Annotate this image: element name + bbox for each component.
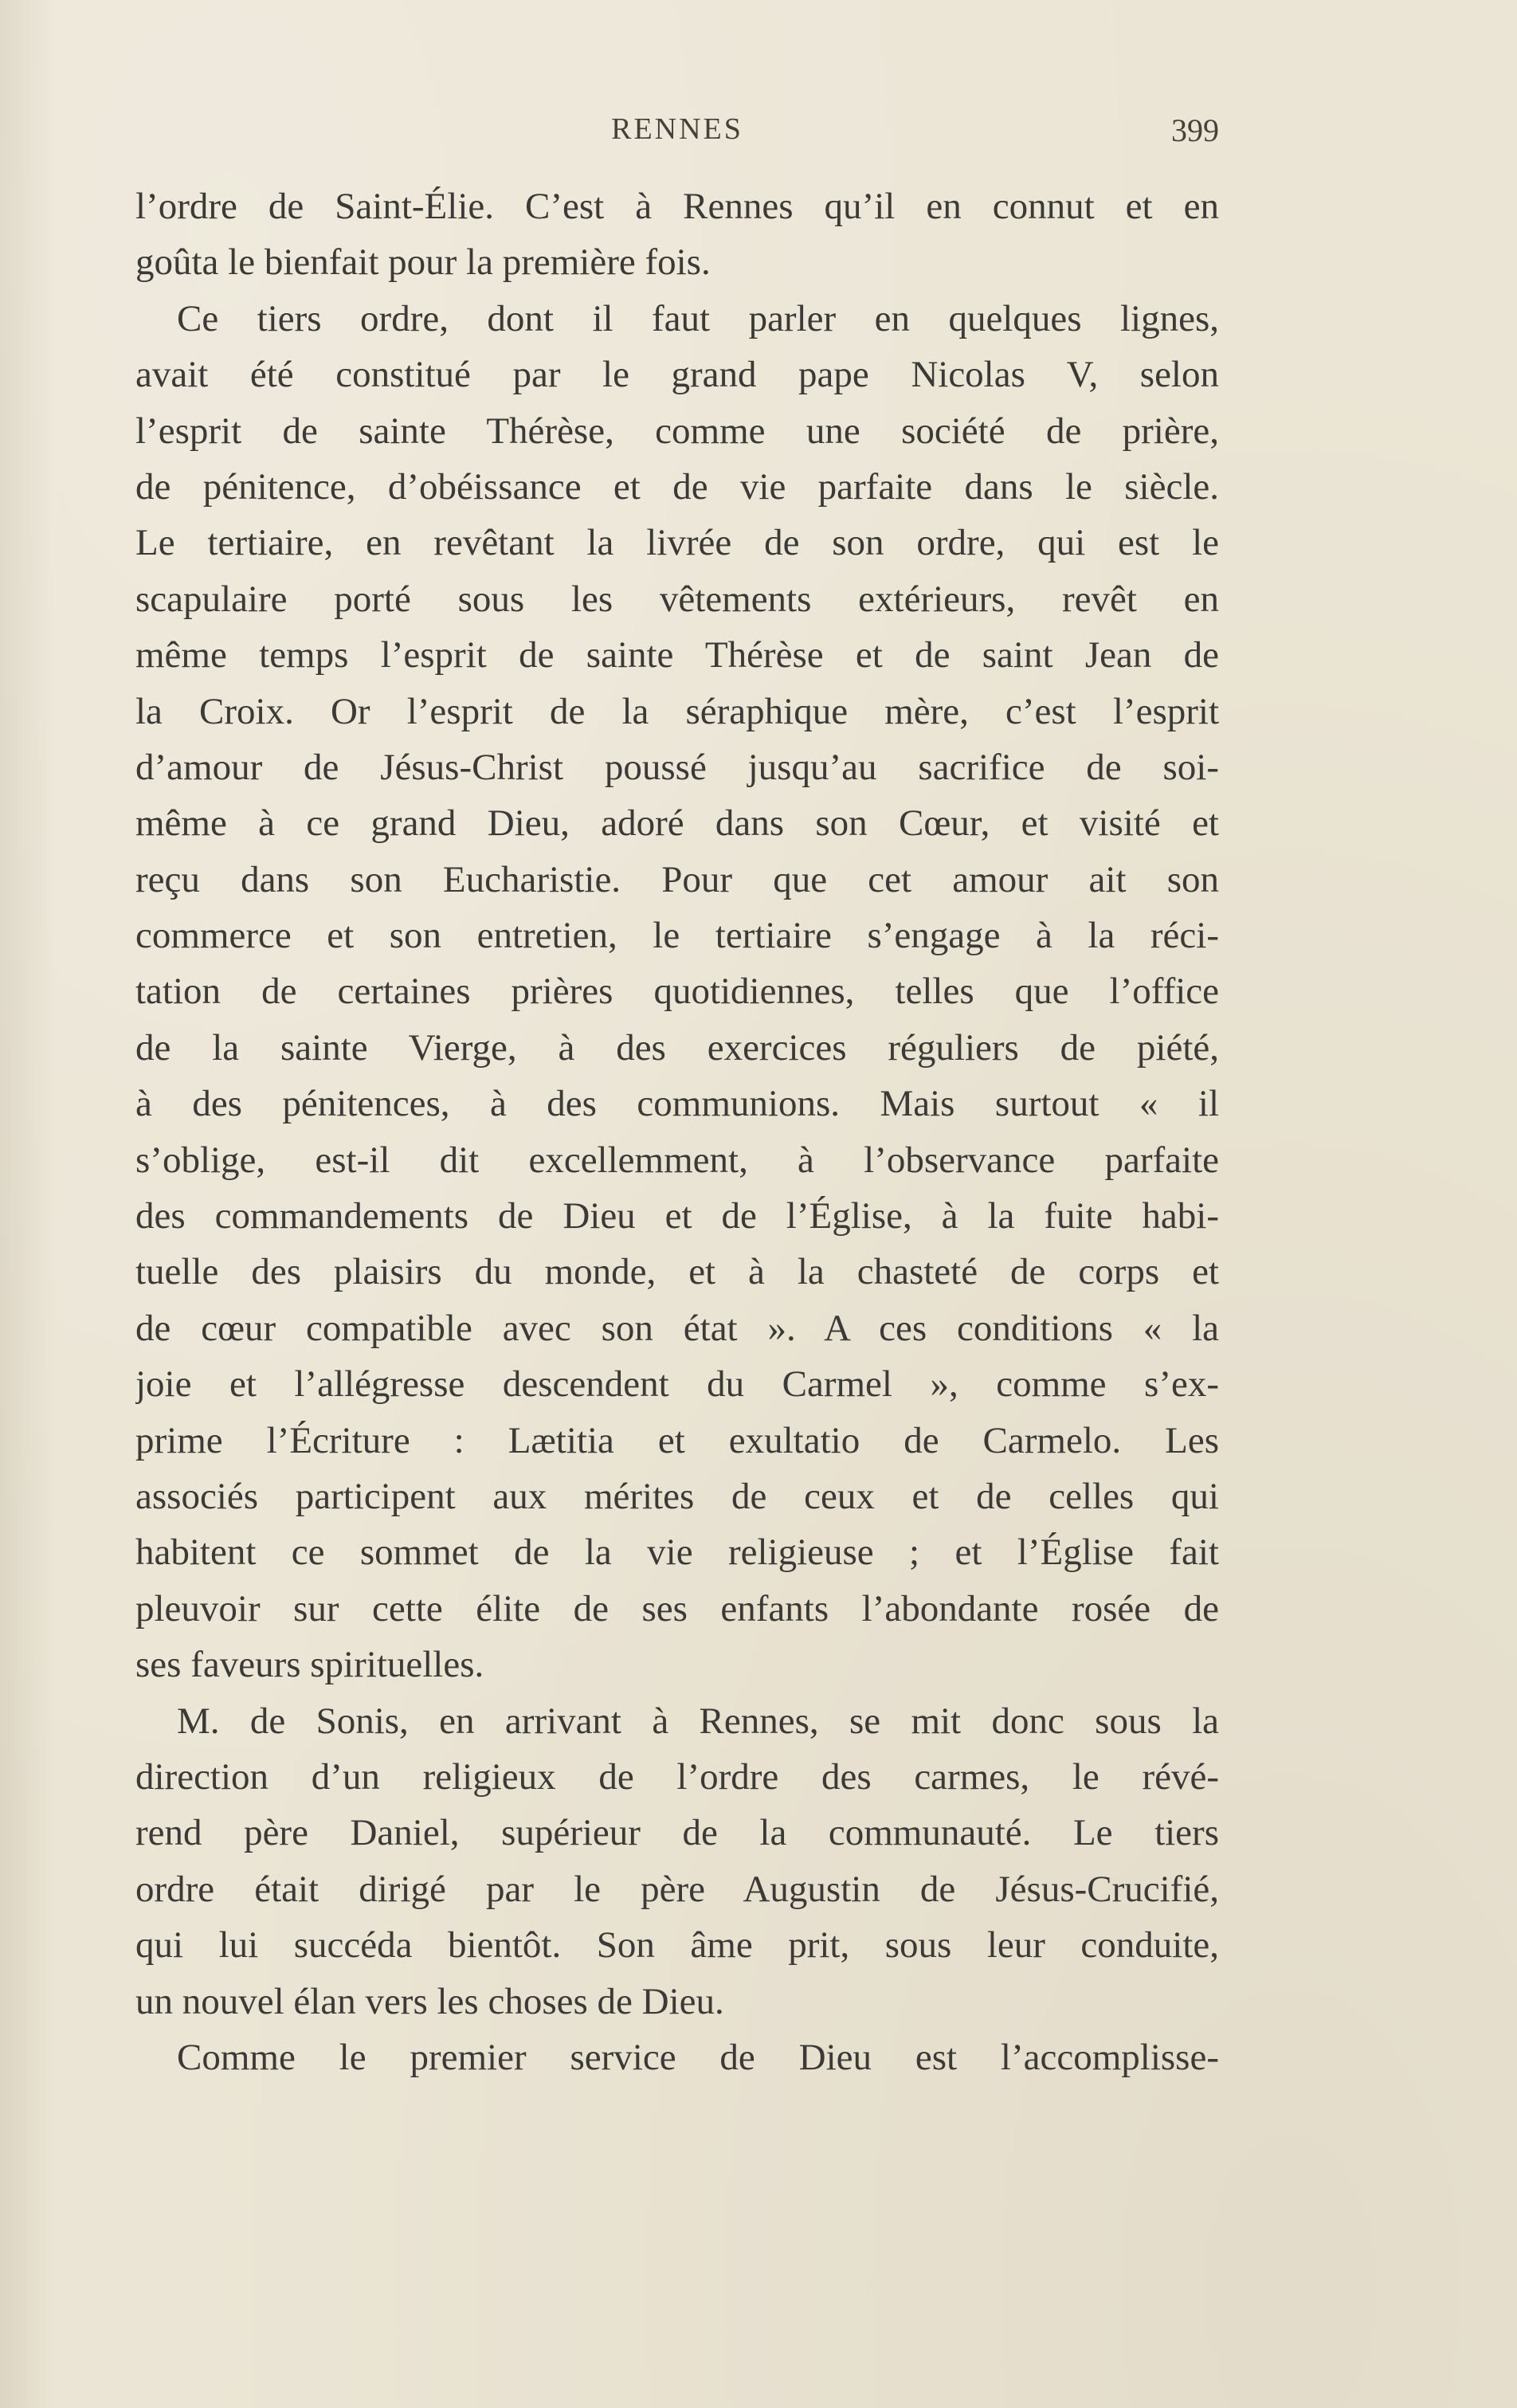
running-title: RENNES [611,112,743,146]
text-line: des commandements de Dieu et de l’Église, à la fuite habi- [135,1195,1219,1237]
text-line: rend père Daniel, supérieur de la communauté. Le tiers [135,1812,1219,1854]
text-line: habitent ce sommet de la vie religieuse ; et l’Église fait [135,1531,1219,1574]
text-line: goûta le bienfait pour la première fois. [135,241,711,284]
text-line: de la sainte Vierge, à des exercices réguliers de piété, [135,1026,1219,1069]
text-line: pleuvoir sur cette élite de ses enfants l’abondante rosée de [135,1587,1219,1630]
text-line: scapulaire porté sous les vêtements extérieurs, revêt en [135,578,1219,620]
text-line: l’esprit de sainte Thérèse, comme une société de prière, [135,410,1219,452]
text-line: de pénitence, d’obéissance et de vie parfaite dans le siècle. [135,465,1219,508]
running-head [135,112,1219,159]
text-line: ordre était dirigé par le père Augustin de Jésus-Crucifié, [135,1868,1219,1910]
page-number: 399 [1171,112,1219,148]
text-line: avait été constitué par le grand pape Nicolas V, selon [135,354,1219,396]
text-line: qui lui succéda bientôt. Son âme prit, sous leur conduite, [135,1924,1219,1967]
body-text [135,178,1219,2085]
text-line: joie et l’allégresse descendent du Carmel », comme s’ex- [135,1363,1219,1406]
text-line: ses faveurs spirituelles. [135,1644,484,1686]
text-line: Le tertiaire, en revêtant la livrée de son ordre, qui est le [135,522,1219,564]
paragraph-first-line: Comme le premier service de Dieu est l’accomplisse- [177,2036,1219,2078]
text-line: tuelle des plaisirs du monde, et à la chasteté de corps et [135,1251,1219,1293]
text-line: tation de certaines prières quotidiennes, telles que l’office [135,971,1219,1013]
text-line: la Croix. Or l’esprit de la séraphique mère, c’est l’esprit [135,690,1219,732]
text-line: commerce et son entretien, le tertiaire s’engage à la réci- [135,915,1219,957]
text-line: prime l’Écriture : Lætitia et exultatio de Carmelo. Les [135,1419,1219,1461]
text-line: d’amour de Jésus-Christ poussé jusqu’au sacrifice de soi- [135,746,1219,788]
text-line: à des pénitences, à des communions. Mais surtout « il [135,1083,1219,1125]
text-line: associés participent aux mérites de ceux et de celles qui [135,1475,1219,1517]
paragraph-first-line: Ce tiers ordre, dont il faut parler en quelques lignes, [177,297,1219,339]
text-line: direction d’un religieux de l’ordre des carmes, le révé- [135,1755,1219,1798]
text-line: reçu dans son Eucharistie. Pour que cet amour ait son [135,858,1219,900]
text-line: l’ordre de Saint-Élie. C’est à Rennes qu’il en connut et en [135,186,1219,227]
text-line: même à ce grand Dieu, adoré dans son Cœur, et visité et [135,802,1219,845]
text-line: s’oblige, est-il dit excellemment, à l’observance parfaite [135,1139,1219,1181]
text-line: un nouvel élan vers les choses de Dieu. [135,1980,724,2022]
text-line: de cœur compatible avec son état ». A ces conditions « la [135,1307,1219,1349]
paragraph-first-line: M. de Sonis, en arrivant à Rennes, se mit donc sous la [177,1700,1219,1742]
text-line: même temps l’esprit de sainte Thérèse et de saint Jean de [135,634,1219,677]
